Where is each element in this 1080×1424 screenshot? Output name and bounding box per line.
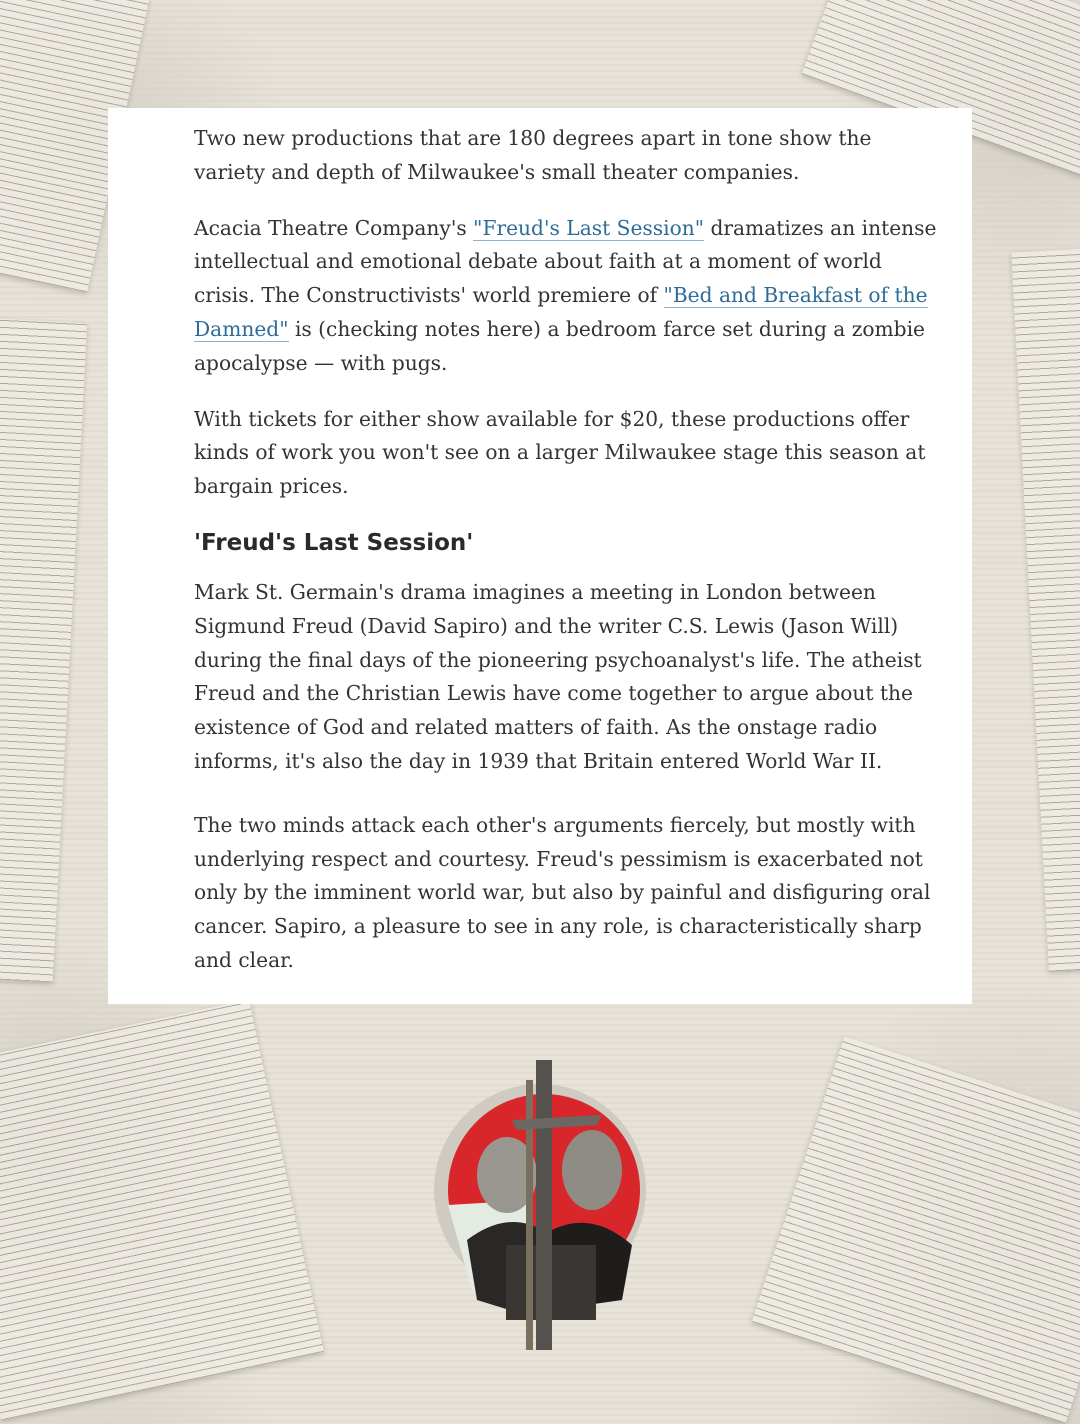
newspaper-scrap: [0, 318, 87, 983]
text: dramatizes an intense intellectual and emotional debate about faith at a moment of world crisis. The Constructivists' world premiere of: [194, 215, 937, 308]
plot-paragraph: Mark St. Germain's drama imagines a meeting in London between Sigmund Freud (David Sapiro) and the writer C.S. Lewis (Jason Will) during the final days of the pioneering psychoanalyst's life. The atheist Freud and the Christian Lewis have come together to argue about the existence of God and related matters of faith. As the onstage radio informs, it's also the day in 1939 that Britain entered World War II.: [194, 579, 922, 773]
text: is (checking notes here) a bedroom farce set during a zombie apocalypse — with pugs.: [194, 316, 925, 375]
text: Acacia Theatre Company's: [194, 215, 474, 240]
tickets-paragraph: With tickets for either show available for $20, these productions offer kinds of work you won't see on a larger Milwaukee stage this season at bargain prices.: [194, 406, 926, 499]
review-paragraph: The two minds attack each other's arguments fiercely, but mostly with underlying respect and courtesy. Freud's pessimism is exacerbated not only by the imminent world war, but also by painful and disfiguring oral cancer. Sapiro, a pleasure to see in any role, is characteristically sharp and clear.: [194, 812, 931, 972]
freud-lewis-collage-illustration: [432, 1060, 652, 1350]
bed-and-breakfast-link[interactable]: "Bed and Breakfast of the Damned": [194, 283, 928, 341]
article-body: [194, 122, 942, 1000]
lewis-head: [562, 1130, 622, 1210]
intro-paragraph: Two new productions that are 180 degrees apart in tone show the variety and depth of Milwaukee's small theater companies.: [194, 126, 872, 184]
newspaper-scrap: [0, 1000, 324, 1421]
vertical-strip: [536, 1060, 552, 1350]
article-card: [108, 108, 972, 1004]
section-heading: 'Freud's Last Session': [194, 529, 474, 556]
newspaper-scrap: [752, 1036, 1080, 1423]
newspaper-scrap: [1011, 248, 1080, 971]
shows-paragraph: [194, 212, 942, 381]
freuds-last-session-link[interactable]: "Freud's Last Session": [473, 215, 705, 240]
